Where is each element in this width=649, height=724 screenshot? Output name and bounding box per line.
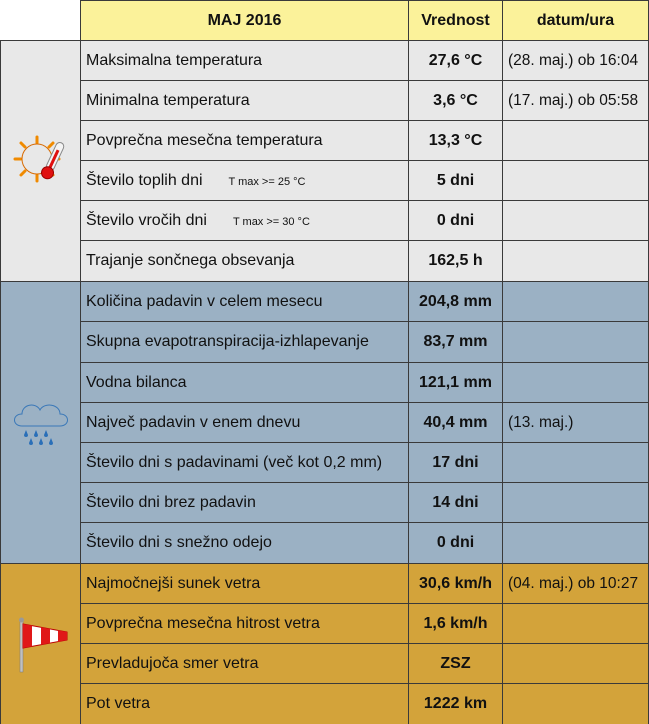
row-value: 40,4 mm [409, 403, 503, 443]
table-row [1, 282, 649, 322]
table-row [1, 201, 649, 241]
row-value: 204,8 mm [409, 282, 503, 322]
table-row [1, 644, 649, 684]
row-label-cell [81, 564, 409, 604]
row-date: (17. maj.) ob 05:58 [503, 81, 649, 121]
row-date [503, 201, 649, 241]
row-label: Največ padavin v enem dnevu [86, 413, 301, 431]
row-date [503, 644, 649, 684]
rain-cloud-icon [1, 282, 81, 564]
row-label-cell [81, 644, 409, 684]
row-value: 3,6 °C [409, 81, 503, 121]
row-value: 162,5 h [409, 241, 503, 282]
table-row [1, 403, 649, 443]
row-label: Število vročih dni [86, 211, 207, 229]
row-date: (13. maj.) [503, 403, 649, 443]
table-row [1, 322, 649, 363]
table-row [1, 161, 649, 201]
row-date [503, 604, 649, 644]
row-label: Najmočnejši sunek vetra [86, 574, 261, 592]
row-label: Povprečna mesečna hitrost vetra [86, 614, 320, 632]
table-row [1, 443, 649, 483]
row-date: (04. maj.) ob 10:27 [503, 564, 649, 604]
table-row [1, 81, 649, 121]
row-label-cell [81, 41, 409, 81]
row-label-cell [81, 161, 409, 201]
table-row [1, 41, 649, 81]
row-label: Število dni s padavinami (več kot 0,2 mm) [86, 453, 383, 471]
sun-thermometer-icon [1, 41, 81, 282]
row-label: Trajanje sončnega obsevanja [86, 252, 295, 269]
table-row [1, 363, 649, 403]
row-date [503, 282, 649, 322]
row-label-cell [81, 282, 409, 322]
row-label: Skupna evapotranspiracija-izhlapevanje [86, 333, 369, 350]
header-row [1, 1, 649, 41]
row-date [503, 443, 649, 483]
row-label-cell [81, 201, 409, 241]
table-row [1, 241, 649, 282]
row-date [503, 523, 649, 564]
row-note: T max >= 30 °C [232, 215, 310, 228]
row-label-cell [81, 684, 409, 724]
row-date [503, 684, 649, 724]
row-date [503, 363, 649, 403]
header-blank-cell [1, 1, 81, 41]
row-label-cell [81, 403, 409, 443]
row-label: Število toplih dni [86, 171, 203, 189]
row-label: Maksimalna temperatura [86, 51, 263, 69]
row-label-cell [81, 443, 409, 483]
row-value: 27,6 °C [409, 41, 503, 81]
row-value: 5 dni [409, 161, 503, 201]
row-value: 17 dni [409, 443, 503, 483]
row-date [503, 121, 649, 161]
row-label: Število dni brez padavin [86, 493, 256, 511]
row-date [503, 161, 649, 201]
row-date [503, 483, 649, 523]
row-label-cell [81, 604, 409, 644]
row-label-cell [81, 121, 409, 161]
row-note: T max >= 25 °C [228, 175, 306, 188]
row-date: (28. maj.) ob 16:04 [503, 41, 649, 81]
table-row [1, 483, 649, 523]
row-value: 0 dni [409, 201, 503, 241]
row-value: 30,6 km/h [409, 564, 503, 604]
row-label: Povprečna mesečna temperatura [86, 131, 323, 149]
row-value: ZSZ [409, 644, 503, 684]
row-label: Število dni s snežno odejo [86, 534, 272, 551]
row-label: Minimalna temperatura [86, 91, 250, 109]
header-date-label: datum/ura [503, 1, 649, 41]
table-row [1, 523, 649, 564]
row-label-cell [81, 81, 409, 121]
header-value-label: Vrednost [409, 1, 503, 41]
row-label: Količina padavin v celem mesecu [86, 292, 323, 310]
table-row [1, 684, 649, 724]
table-row [1, 564, 649, 604]
row-date [503, 322, 649, 363]
row-label-cell [81, 241, 409, 282]
row-label: Vodna bilanca [86, 373, 187, 391]
row-value: 121,1 mm [409, 363, 503, 403]
row-label: Prevladujoča smer vetra [86, 654, 259, 672]
row-label-cell [81, 523, 409, 564]
row-value: 14 dni [409, 483, 503, 523]
row-date [503, 241, 649, 282]
header-title: MAJ 2016 [81, 1, 409, 41]
windsock-icon [1, 564, 81, 724]
row-label-cell [81, 322, 409, 363]
row-value: 1222 km [409, 684, 503, 724]
table-row [1, 121, 649, 161]
row-value: 83,7 mm [409, 322, 503, 363]
row-value: 0 dni [409, 523, 503, 564]
row-label: Pot vetra [86, 695, 151, 712]
table-row [1, 604, 649, 644]
row-value: 1,6 km/h [409, 604, 503, 644]
row-value: 13,3 °C [409, 121, 503, 161]
row-label-cell [81, 483, 409, 523]
row-label-cell [81, 363, 409, 403]
